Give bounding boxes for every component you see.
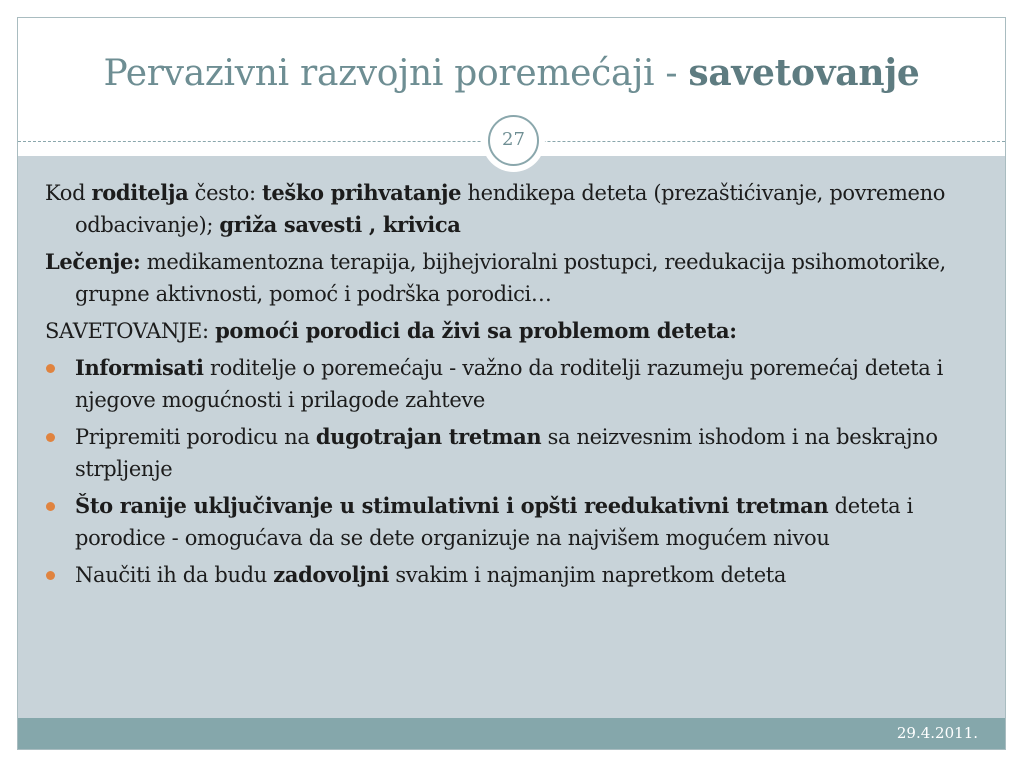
bold-text: dugotrajan tretman [315, 424, 542, 449]
bold-text: Informisati [75, 355, 204, 380]
bullet-item [45, 490, 990, 554]
bold-text: zadovoljni [273, 562, 390, 587]
footer-bar [18, 718, 1005, 749]
paragraph-savetovanje [45, 315, 990, 347]
text: Pripremiti porodicu na [75, 425, 316, 449]
bold-text: Lečenje: [45, 249, 141, 274]
bullet-item [45, 421, 990, 485]
text: Naučiti ih da budu [75, 563, 274, 587]
text: sa neizvesnim ishodom i na beskrajno strpljenje [75, 425, 938, 481]
text: hendikepa deteta (prezaštićivanje, povremeno odbacivanje); [75, 181, 946, 237]
text: svakim i najmanjim napretkom deteta [389, 563, 787, 587]
bold-text: pomoći porodici da živi sa problemom deteta: [215, 318, 737, 343]
bullet-dot-icon [46, 571, 55, 580]
paragraph-lecenje [45, 246, 990, 310]
bold-text: roditelja [91, 180, 189, 205]
bullet-item [45, 352, 990, 416]
bullet-dot-icon [46, 433, 55, 442]
text: roditelje o poremećaju - važno da roditelji razumeju poremećaj deteta i njegove mogućnosti i prilagode zahteve [75, 356, 944, 412]
paragraph-roditelji [45, 177, 990, 241]
slide-date: 29.4.2011. [896, 724, 978, 742]
bullet-dot-icon [46, 502, 55, 511]
title-regular: Pervazivni razvojni poremećaji - [103, 53, 689, 94]
text: medikamentozna terapija, bijhejvioralni postupci, reedukacija psihomotorike, grupne aktivnosti, pomoć i podrška porodici… [75, 250, 946, 306]
page-number-badge [482, 109, 545, 172]
bold-text: griža savesti , krivica [219, 212, 461, 237]
text: često: [188, 181, 263, 205]
bullet-item [45, 559, 990, 591]
text: Kod [45, 181, 92, 205]
text: SAVETOVANJE: [45, 319, 216, 343]
page-number: 27 [488, 115, 539, 166]
bold-text: teško prihvatanje [262, 180, 462, 205]
slide-content [45, 177, 990, 596]
title-bold: savetovanje [688, 52, 920, 94]
bold-text: Što ranije uključivanje u stimulativni i opšti reedukativni tretman [75, 493, 829, 518]
slide-title [17, 52, 1006, 94]
text: deteta i porodice - omogućava da se dete organizuje na najvišem mogućem nivou [75, 494, 913, 550]
bullet-dot-icon [46, 364, 55, 373]
